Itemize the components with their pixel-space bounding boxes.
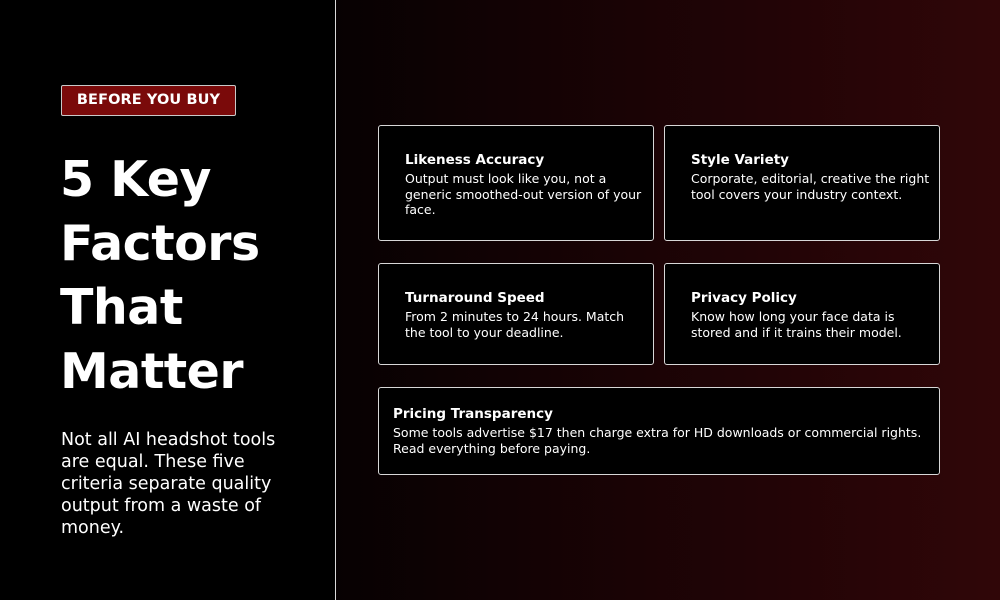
card-description: Corporate, editorial, creative the right tool covers your industry context. xyxy=(691,171,930,202)
factor-card-likeness-accuracy xyxy=(378,125,654,241)
card-description: From 2 minutes to 24 hours. Match the tool to your deadline. xyxy=(405,309,625,340)
card-title: Pricing Transparency xyxy=(393,406,553,422)
intro-paragraph: Not all AI headshot tools are equal. These five criteria separate quality output from a waste of money. xyxy=(61,430,276,538)
factor-card-turnaround-speed xyxy=(378,263,654,365)
title-line: That xyxy=(60,279,183,336)
left-panel xyxy=(0,0,335,600)
page-title xyxy=(60,148,330,404)
factor-card-pricing-transparency xyxy=(378,387,940,475)
before-you-buy-badge: BEFORE YOU BUY xyxy=(61,85,236,116)
title-line: Matter xyxy=(60,343,244,400)
card-title: Privacy Policy xyxy=(691,290,797,306)
title-line: Factors xyxy=(60,215,260,272)
card-description: Some tools advertise $17 then charge extra for HD downloads or commercial rights. Read everything before paying. xyxy=(393,425,922,456)
factor-card-style-variety xyxy=(664,125,940,241)
title-line: 5 Key xyxy=(60,151,211,208)
card-title: Turnaround Speed xyxy=(405,290,545,306)
factor-card-privacy-policy xyxy=(664,263,940,365)
card-description: Know how long your face data is stored and if it trains their model. xyxy=(691,309,902,340)
card-title: Likeness Accuracy xyxy=(405,152,545,168)
card-title: Style Variety xyxy=(691,152,789,168)
card-description: Output must look like you, not a generic smoothed-out version of your face. xyxy=(405,171,642,217)
